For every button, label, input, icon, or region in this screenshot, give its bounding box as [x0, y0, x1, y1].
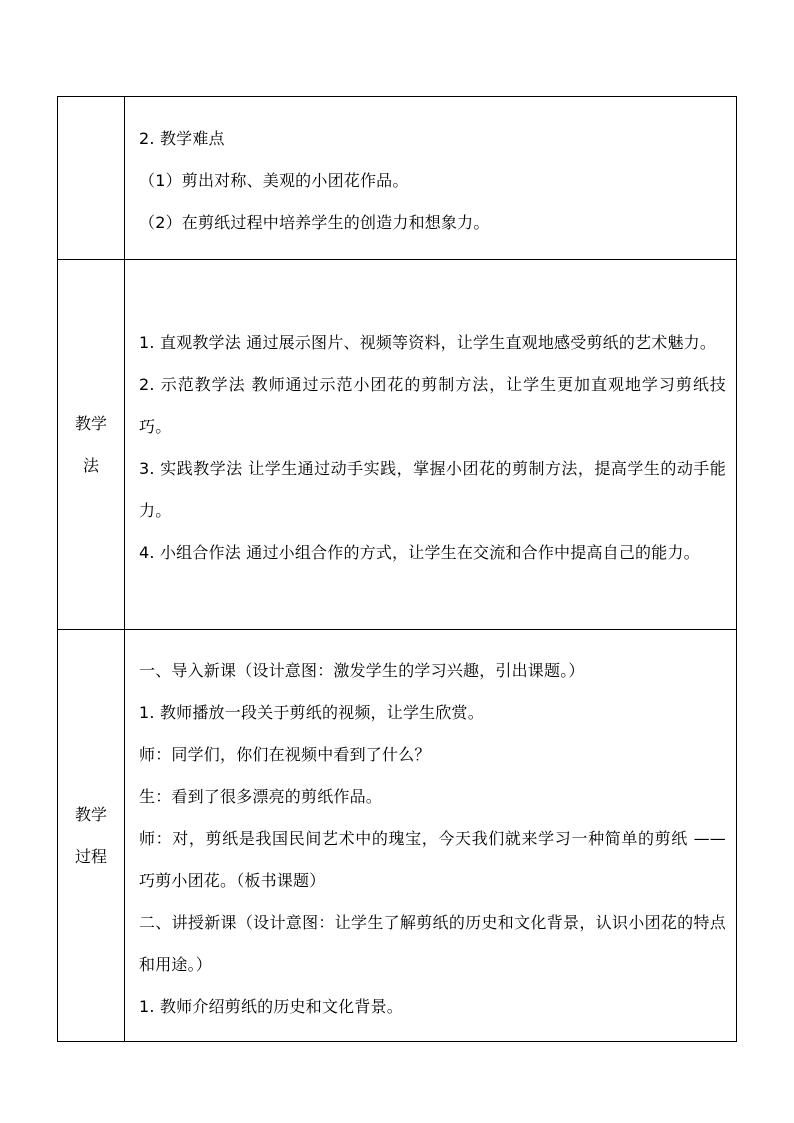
- table-row-teaching-method: [58, 260, 737, 630]
- row-label-teaching-method: [58, 260, 125, 630]
- dialogue-student-1: 生：看到了很多漂亮的剪纸作品。: [139, 786, 383, 806]
- row-content-teaching-process: [125, 630, 737, 1042]
- difficulty-item-2: （2）在剪纸过程中培养学生的创造力和想象力。: [139, 213, 490, 232]
- method-item-1: 1. 直观教学法 通过展示图片、视频等资料，让学生直观地感受剪纸的艺术魅力。: [139, 332, 717, 352]
- method-item-2: 2. 示范教学法 教师通过示范小团花的剪制方法，让学生更加直观地学习剪纸技巧。: [139, 374, 726, 436]
- row-label-teaching-process: [58, 630, 125, 1042]
- label-line-1: 教学: [74, 413, 107, 433]
- process-step-2: 1. 教师介绍剪纸的历史和文化背景。: [139, 996, 403, 1016]
- label-line-2: 法: [82, 455, 99, 475]
- row-label-empty: [58, 97, 125, 260]
- label-line-2: 过程: [74, 846, 107, 866]
- process-section-2-heading: 二、讲授新课（设计意图：让学生了解剪纸的历史和文化背景，认识小团花的特点和用途。）: [139, 912, 726, 974]
- table-row-teaching-difficulty: [58, 97, 737, 260]
- label-line-1: 教学: [74, 804, 107, 824]
- row-content-teaching-difficulty: [125, 97, 737, 260]
- method-item-4: 4. 小组合作法 通过小组合作的方式，让学生在交流和合作中提高自己的能力。: [139, 542, 700, 562]
- lesson-plan-table: [57, 96, 737, 1042]
- method-item-3: 3. 实践教学法 让学生通过动手实践，掌握小团花的剪制方法，提高学生的动手能力。: [139, 458, 726, 520]
- process-step-1: 1. 教师播放一段关于剪纸的视频，让学生欣赏。: [139, 702, 484, 722]
- dialogue-teacher-1: 师：同学们，你们在视频中看到了什么？: [139, 744, 431, 764]
- process-section-1-heading: 一、导入新课（设计意图：激发学生的学习兴趣，引出课题。）: [139, 660, 585, 680]
- dialogue-teacher-2: 师：对，剪纸是我国民间艺术中的瑰宝，今天我们就来学习一种简单的剪纸 —— 巧剪小团花。（板书课题）: [139, 828, 726, 890]
- row-content-teaching-method: [125, 260, 737, 630]
- difficulty-item-1: （1）剪出对称、美观的小团花作品。: [139, 171, 409, 190]
- table-row-teaching-process: [58, 630, 737, 1042]
- heading-teaching-difficulty: 2. 教学难点: [139, 129, 225, 148]
